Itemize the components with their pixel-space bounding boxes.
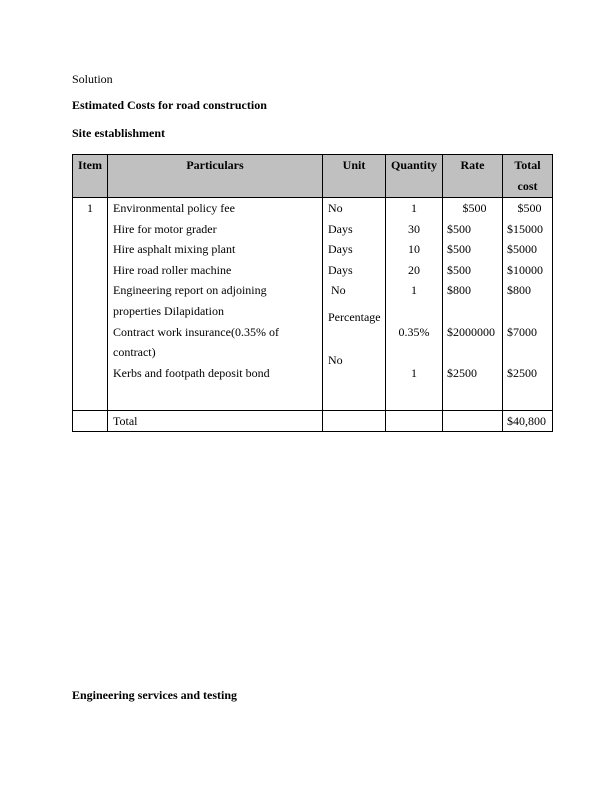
rate-value: $2500	[447, 365, 477, 380]
particular-line: Engineering report on adjoining	[113, 283, 267, 298]
particular-line: Hire for motor grader	[113, 221, 217, 236]
grand-total-value: $40,800	[503, 411, 553, 432]
cost-table	[72, 154, 553, 432]
total-cost-value: $15000	[507, 221, 543, 236]
rate-value: $2000000	[447, 324, 495, 339]
header-total-cost-line2: cost	[517, 179, 538, 193]
particular-line: Environmental policy fee	[113, 201, 235, 215]
particular-line: contract)	[113, 345, 156, 360]
total-row-label: Total	[108, 411, 323, 432]
total-cost-value: $500	[517, 201, 542, 215]
header-unit: Unit	[323, 155, 386, 198]
unit-value: No	[328, 352, 343, 367]
particular-line: Kerbs and footpath deposit bond	[113, 365, 270, 380]
rate-value: $500	[447, 221, 471, 236]
rate-value: $500	[447, 242, 471, 257]
total-cost-cell	[503, 198, 553, 411]
total-cost-value: $5000	[507, 242, 537, 257]
header-total-cost	[503, 155, 553, 198]
header-particulars: Particulars	[108, 155, 323, 198]
next-section-heading: Engineering services and testing	[72, 688, 237, 702]
header-rate: Rate	[443, 155, 503, 198]
unit-value: Days	[328, 242, 353, 257]
particulars-cell	[108, 198, 323, 411]
page-title: Estimated Costs for road construction	[72, 98, 267, 112]
quantity-value: 20	[408, 262, 420, 277]
particular-line: Contract work insurance(0.35% of	[113, 324, 279, 339]
unit-value: Days	[328, 221, 353, 236]
solution-label: Solution	[72, 72, 113, 86]
particular-line: properties Dilapidation	[113, 303, 224, 318]
quantity-value: 30	[408, 221, 420, 236]
quantity-value: 1	[411, 365, 417, 380]
quantity-value: 0.35%	[398, 324, 430, 339]
total-cost-value: $10000	[507, 262, 543, 277]
rate-cell	[443, 198, 503, 411]
quantity-cell	[386, 198, 443, 411]
total-row-item-cell	[73, 411, 108, 432]
header-quantity: Quantity	[386, 155, 443, 198]
particular-line: Hire asphalt mixing plant	[113, 242, 236, 257]
total-row-rate-cell	[443, 411, 503, 432]
header-total-cost-line1: Total	[514, 158, 541, 172]
rate-value: $500	[462, 201, 487, 215]
unit-value: Days	[328, 262, 353, 277]
quantity-value: 1	[411, 283, 417, 298]
quantity-value: 1	[411, 201, 417, 215]
table-row	[73, 198, 553, 411]
particular-line: Hire road roller machine	[113, 262, 232, 277]
total-row-unit-cell	[323, 411, 386, 432]
quantity-value: 10	[408, 242, 420, 257]
total-cost-value: $800	[507, 283, 531, 298]
unit-value: Percentage	[328, 309, 381, 324]
unit-value: No	[328, 201, 343, 215]
table-header-row	[73, 155, 553, 198]
item-cell	[73, 198, 108, 411]
total-cost-value: $7000	[507, 324, 537, 339]
section-heading: Site establishment	[72, 126, 165, 140]
rate-value: $800	[447, 283, 471, 298]
total-cost-value: $2500	[507, 365, 537, 380]
item-number: 1	[87, 201, 93, 215]
total-row-quantity-cell	[386, 411, 443, 432]
unit-cell	[323, 198, 386, 411]
table-total-row	[73, 411, 553, 432]
unit-value: No	[331, 283, 346, 298]
rate-value: $500	[447, 262, 471, 277]
header-item: Item	[73, 155, 108, 198]
